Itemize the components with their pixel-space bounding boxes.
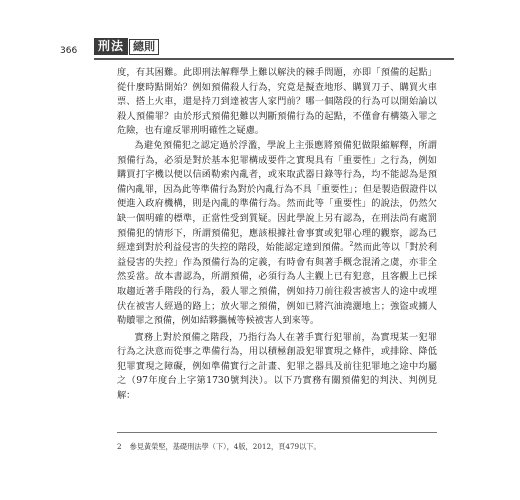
page-number: 366 bbox=[60, 46, 78, 56]
body-text bbox=[117, 66, 437, 404]
footnote-rule bbox=[117, 432, 437, 433]
book-title: 刑法 bbox=[94, 38, 128, 55]
paragraph-1: 度，有其困難。此即刑法解釋學上難以解決的棘手問題，亦即「預備的起點」從什麼時點開始？例如預備殺人行為，究竟是擬查地形、購買刀子、購買火車票、搭上火車，還是持刀到達被害人家門前？哪一個階段的行為可以開始論以殺人預備罪？由於形式預備犯難以判斷預備行為的起點，不僅會有構築入罪之危險，也有違反罪刑明確性之疑慮。 bbox=[117, 67, 437, 137]
footnote-reference[interactable]: 2 bbox=[349, 241, 354, 249]
section-label: 總則 bbox=[129, 39, 159, 55]
paragraph-2 bbox=[117, 139, 437, 329]
footnote-number: 2 bbox=[117, 442, 122, 451]
paragraph-2-continued: 然而此等以「對於利益侵害的失控」作為預備行為的定義，有時會有與著手概念混淆之虞，亦非全然妥當。故本書認為，所謂預備，必須行為人主觀上已有犯意，且客觀上已採取趨近著手階段的行為，殺人罪之預備，例如持刀前往殺害被害人的途中或埋伏在被害人經過的路上；放火罪之預備，例如已將汽油澆灑地上；強盜或擄人勒贖罪之預備，例如結夥攜械等候被害人到來等。 bbox=[117, 242, 438, 327]
paragraph-3: 實務上對於預備之階段，乃指行為人在著手實行犯罪前，為實現某一犯罪行為之決意而從事之準備行為，用以積極創設犯罪實現之條件，或排除、降低犯罪實現之障礙，例如準備實行之計畫、犯罪之器具及前往犯罪地之途中均屬之（97年度台上字第1730號判決）。以下乃實務有關預備犯的判決、判例見解： bbox=[117, 331, 437, 402]
paragraph-2-text: 為避免預備犯之認定過於浮濫，學說上主張應將預備犯做限縮解釋，所謂預備行為，必須是對於基本犯罪構成要件之實現具有「重要性」之行為，例如購買打字機以便以信函勒索內亂者，或來取武器日錄等行為，均不能認為是預備內亂罪，因為此等準備行為對於內亂行為不具「重要性」；但是製造假證件以便進入政府機構，則是內亂的準備行為。然而此等「重要性」的說法，仍然欠缺一個明確的標準，正當性受到質疑。因此學說上另有認為，在刑法尚有處罰預備犯的情形下，所謂預備犯，應該根據社會事實或犯罪心理的觀察，認為已經達到對於利益侵害的失控的階段，始能認定達到預備。 bbox=[117, 139, 437, 254]
chapter-header bbox=[94, 38, 159, 55]
footnote bbox=[117, 442, 437, 452]
footnote-text: 參見黃榮堅，基礎刑法學（下），4版，2012，頁479以下。 bbox=[129, 442, 321, 451]
header-rule bbox=[94, 58, 454, 60]
